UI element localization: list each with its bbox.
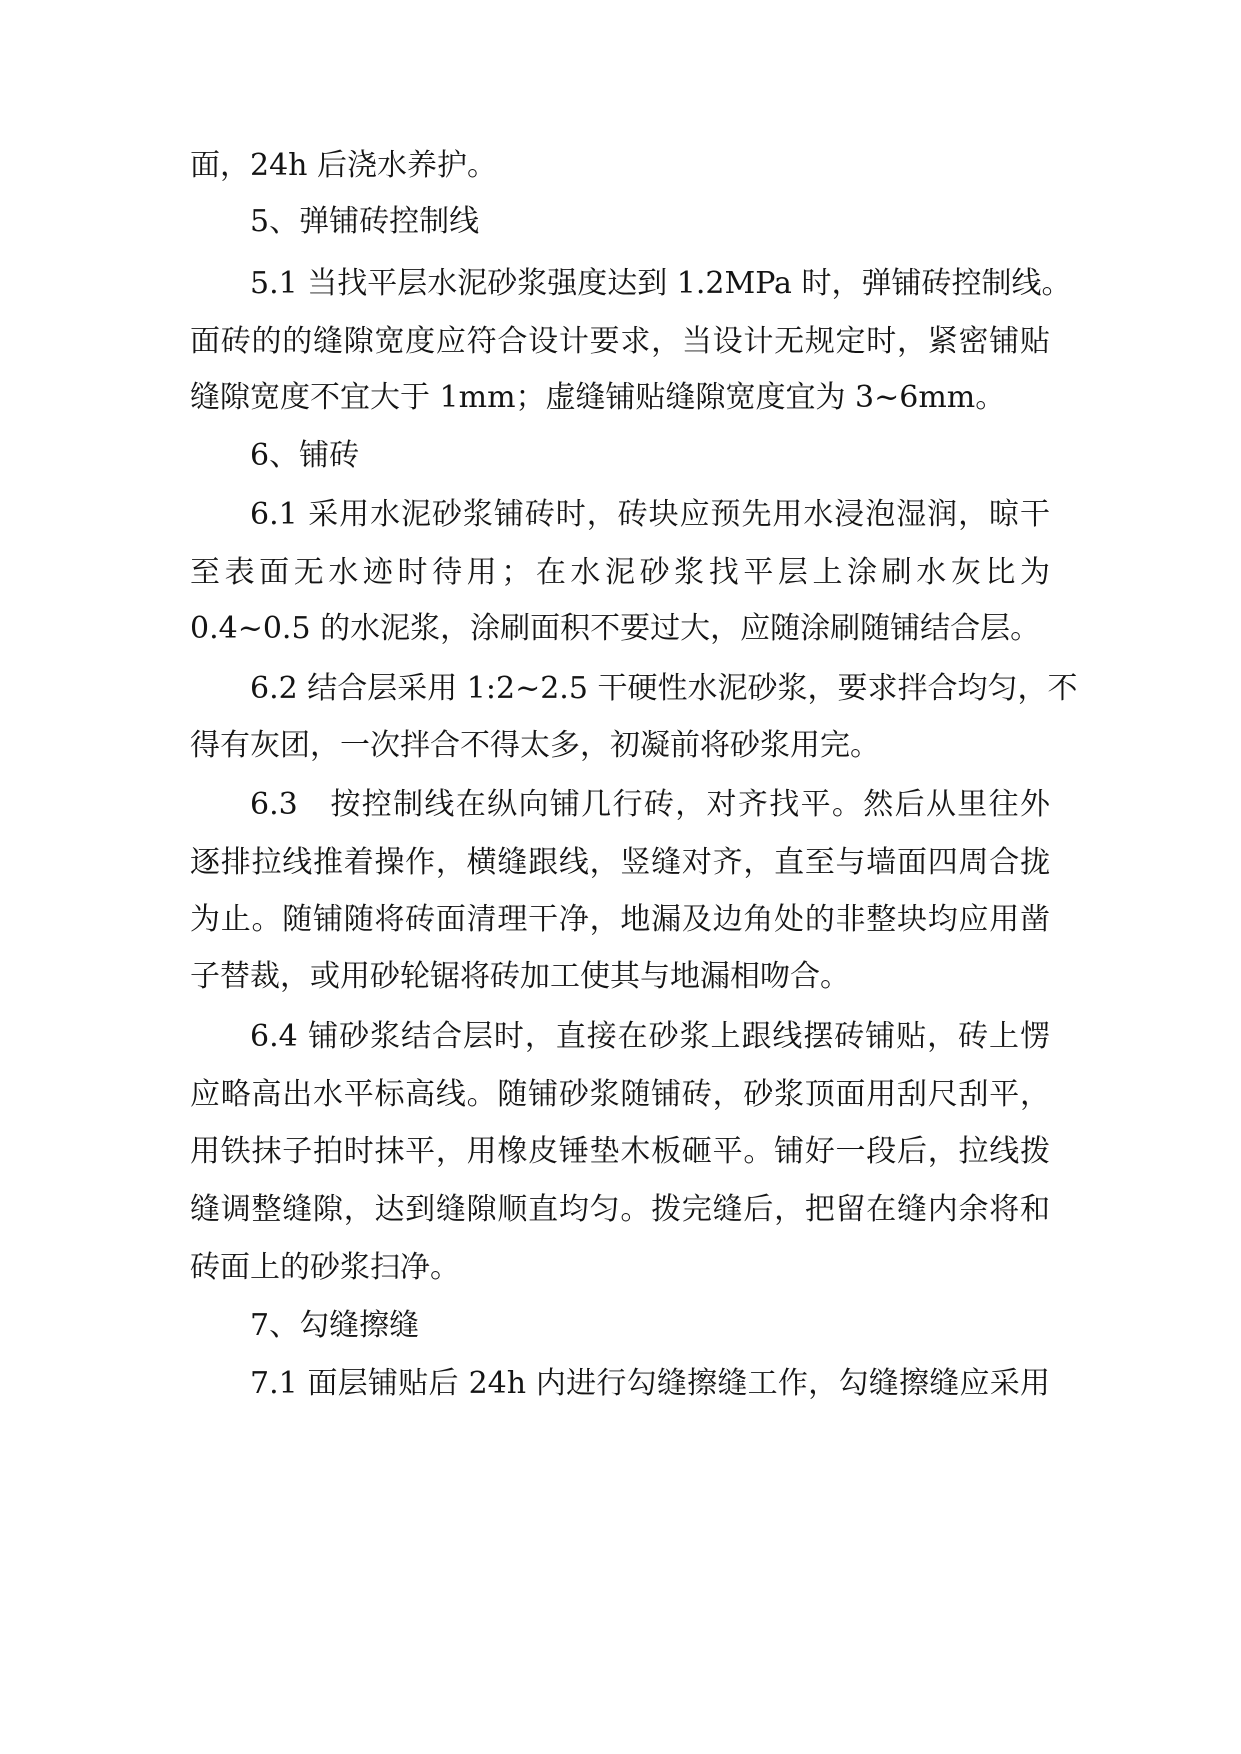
- paragraph-line: 得有灰团，一次拌合不得太多，初凝前将砂浆用完。: [190, 728, 880, 763]
- paragraph-line: 6.4 铺砂浆结合层时，直接在砂浆上跟线摆砖铺贴，砖上愣: [250, 1019, 1050, 1054]
- paragraph-line: 缝隙宽度不宜大于 1mm；虚缝铺贴缝隙宽度宜为 3~6mm。: [190, 380, 1006, 415]
- paragraph-line: 逐排拉线推着操作，横缝跟线，竖缝对齐，直至与墙面四周合拢: [190, 845, 1050, 880]
- paragraph-line: 应略高出水平标高线。随铺砂浆随铺砖，砂浆顶面用刮尺刮平，: [190, 1077, 1050, 1112]
- paragraph-line: 面，24h 后浇水养护。: [190, 148, 498, 183]
- section-heading: 5、弹铺砖控制线: [250, 204, 480, 239]
- paragraph-line: 7.1 面层铺贴后 24h 内进行勾缝擦缝工作，勾缝擦缝应采用: [250, 1366, 1050, 1401]
- paragraph-line: 6.1 采用水泥砂浆铺砖时，砖块应预先用水浸泡湿润，晾干: [250, 497, 1050, 532]
- paragraph-line: 缝调整缝隙，达到缝隙顺直均匀。拨完缝后，把留在缝内余将和: [190, 1192, 1050, 1227]
- paragraph-line: 子替裁，或用砂轮锯将砖加工使其与地漏相吻合。: [190, 959, 850, 994]
- paragraph-line: 为止。随铺随将砖面清理干净，地漏及边角处的非整块均应用凿: [190, 902, 1050, 937]
- section-heading: 7、勾缝擦缝: [250, 1308, 420, 1343]
- paragraph-line: 用铁抹子拍时抹平，用橡皮锤垫木板砸平。铺好一段后，拉线拨: [190, 1134, 1050, 1169]
- paragraph-line: 0.4~0.5 的水泥浆，涂刷面积不要过大，应随涂刷随铺结合层。: [190, 611, 1041, 646]
- section-heading: 6、铺砖: [250, 438, 360, 473]
- paragraph-line: 5.1 当找平层水泥砂浆强度达到 1.2MPa 时，弹铺砖控制线。: [250, 266, 1072, 301]
- paragraph-line: 面砖的的缝隙宽度应符合设计要求，当设计无规定时，紧密铺贴: [190, 324, 1050, 359]
- paragraph-line: 砖面上的砂浆扫净。: [190, 1250, 460, 1285]
- paragraph-line: 6.2 结合层采用 1:2~2.5 干硬性水泥砂浆，要求拌合均匀，不: [250, 671, 1078, 706]
- paragraph-line: 至表面无水迹时待用；在水泥砂浆找平层上涂刷水灰比为: [190, 555, 1050, 590]
- paragraph-line: 6.3 按控制线在纵向铺几行砖，对齐找平。然后从里往外: [250, 787, 1050, 822]
